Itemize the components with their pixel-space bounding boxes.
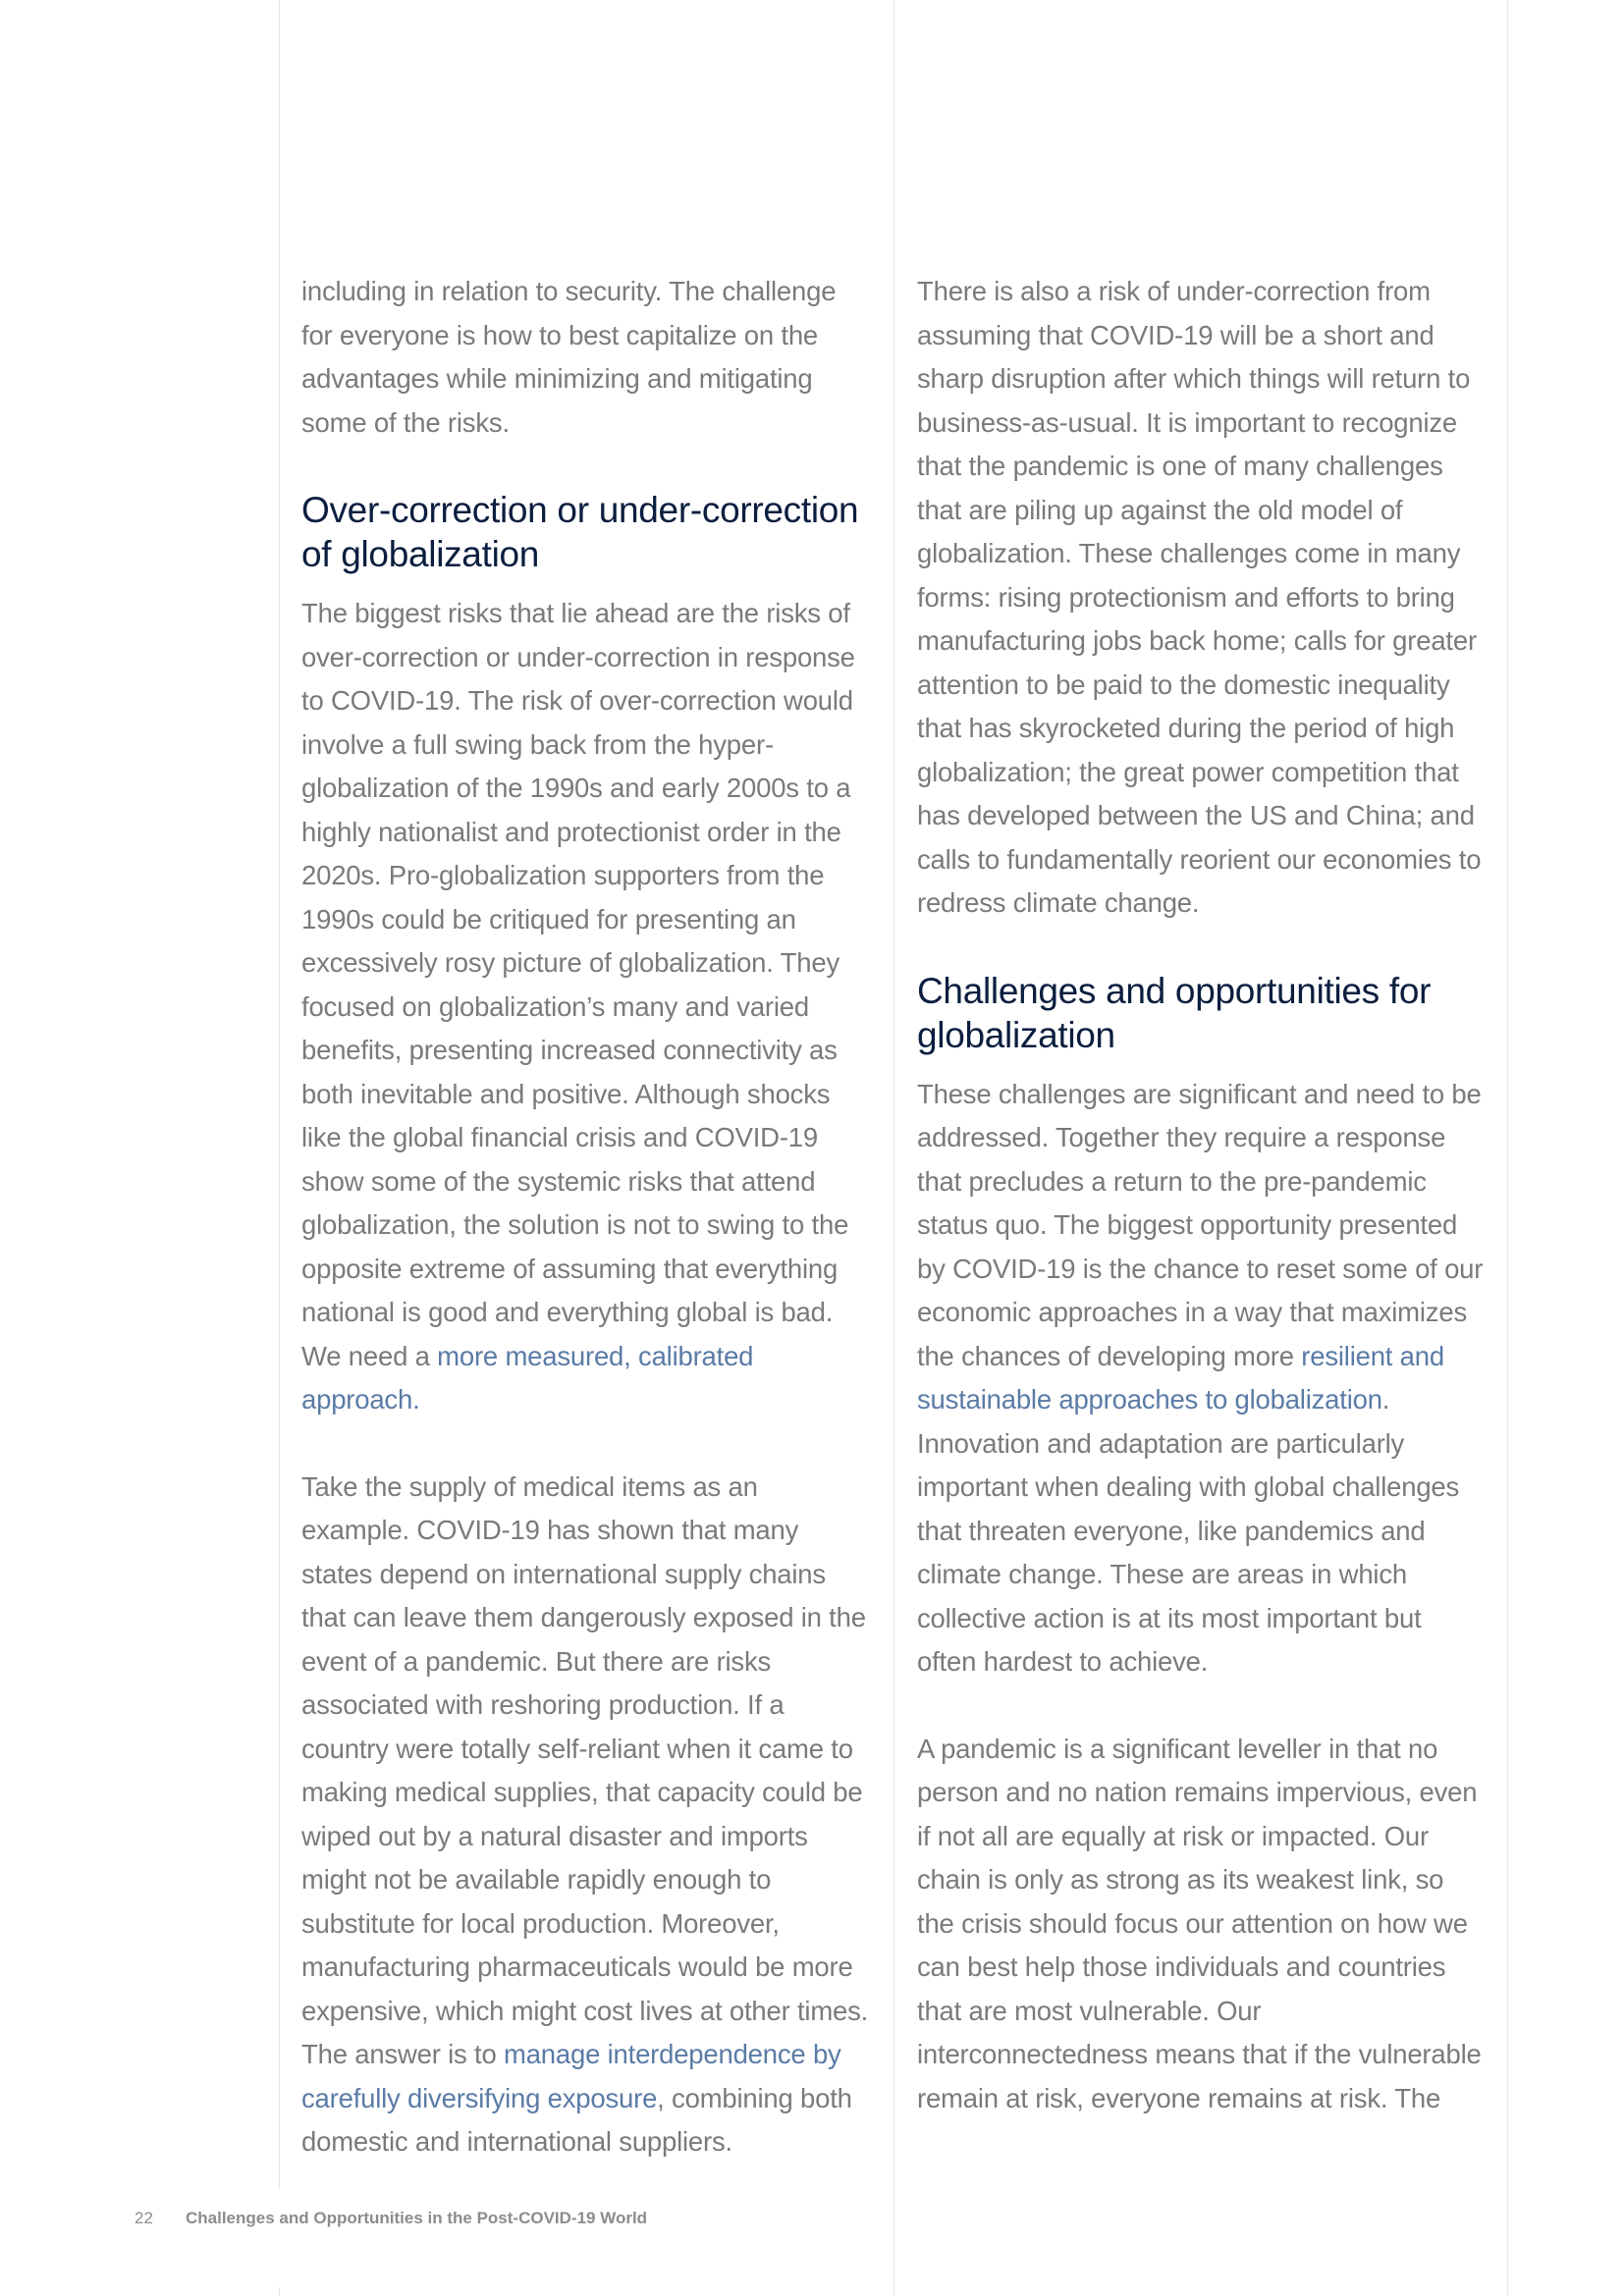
link-manage-interdependence[interactable]: manage interdependence by carefully diversifying exposure	[301, 2039, 841, 2113]
left-column	[301, 270, 871, 2208]
right-paragraph-1: There is also a risk of under-correction from assuming that COVID-19 will be a short and sharp disruption after which things will return to business-as-usual. It is important to recognize that the pandemic is one of many challenges that are piling up against the old model of globalization. These challenges come in many forms: rising protectionism and efforts to bring manufacturing jobs back home; calls for greater attention to be paid to the domestic inequality that has skyrocketed during the period of high globalization; the great power competition that has developed between the US and China; and calls to fundamentally reorient our economies to redress climate change.	[917, 276, 1482, 918]
section-heading-over-correction: Over-correction or under-correction of globalization	[301, 490, 859, 574]
left-paragraph-3-end: , combining both domestic and international suppliers.	[301, 2082, 852, 2157]
report-title: Challenges and Opportunities in the Post-COVID-19 World	[186, 2209, 648, 2227]
section-heading-challenges: Challenges and opportunities for globalization	[917, 970, 1432, 1055]
page-number: 22	[135, 2209, 153, 2227]
column-divider-left	[279, 0, 280, 2189]
link-measured-approach[interactable]: more measured, calibrated approach.	[301, 1340, 754, 1415]
left-paragraph-1: including in relation to security. The challenge for everyone is how to best capitalize on the advantages while minimizing and mitigating some of the risks.	[301, 276, 837, 438]
page-footer	[135, 2209, 647, 2228]
column-divider-right	[1507, 0, 1508, 2296]
left-paragraph-2	[301, 592, 871, 1422]
left-paragraph-3	[301, 1466, 871, 2164]
left-paragraph-3-text: Take the supply of medical items as an example. COVID-19 has shown that many states depend on international supply chains that can leave them dangerously exposed in the event of a pandemic. But there are risks associated with reshoring production. If a country were totally self-reliant when it came to making medical supplies, that capacity could be wiped out by a natural disaster and imports might not be available rapidly enough to substitute for local production. Moreover, manufacturing pharmaceuticals would be more expensive, which might cost lives at other times. The answer is to	[301, 1470, 869, 2069]
link-resilient-approaches[interactable]: resilient and sustainable approaches to globalization	[917, 1340, 1444, 1415]
right-paragraph-2	[917, 1073, 1487, 1684]
right-paragraph-2-text: These challenges are significant and need to be addressed. Together they require a response that precludes a return to the pre-pandemic status quo. The biggest opportunity presented by COVID-19 is the chance to reset some of our economic approaches in a way that maximizes the chances of developing more	[917, 1078, 1484, 1371]
left-paragraph-2-text: The biggest risks that lie ahead are the risks of over-correction or under-correction in response to COVID-19. The risk of over-correction would involve a full swing back from the hyper-globalization of the 1990s and early 2000s to a highly nationalist and protectionist order in the 2020s. Pro-globalization supporters from the 1990s could be critiqued for presenting an excessively rosy picture of globalization. They focused on globalization’s many and varied benefits, presenting increased connectivity as both inevitable and positive. Although shocks like the global financial crisis and COVID-19 show some of the systemic risks that attend globalization, the solution is not to swing to the opposite extreme of assuming that everything national is good and everything global is bad. We need a	[301, 598, 855, 1371]
right-column	[917, 270, 1487, 2163]
column-divider-middle	[893, 0, 894, 2296]
right-paragraph-3: A pandemic is a significant leveller in that no person and no nation remains impervious, even if not all are equally at risk or impacted. Our chain is only as strong as its weakest link, so the crisis should focus our attention on how we can best help those individuals and countries that are most vulnerable. Our interconnectedness means that if the vulnerable remain at risk, everyone remains at risk. The	[917, 1733, 1482, 2113]
column-divider-left-lower	[279, 2287, 280, 2296]
right-paragraph-2-end: . Innovation and adaptation are particularly important when dealing with global challenges that threaten everyone, like pandemics and climate change. These are areas in which collective action is at its most important but often hardest to achieve.	[917, 1384, 1460, 1677]
